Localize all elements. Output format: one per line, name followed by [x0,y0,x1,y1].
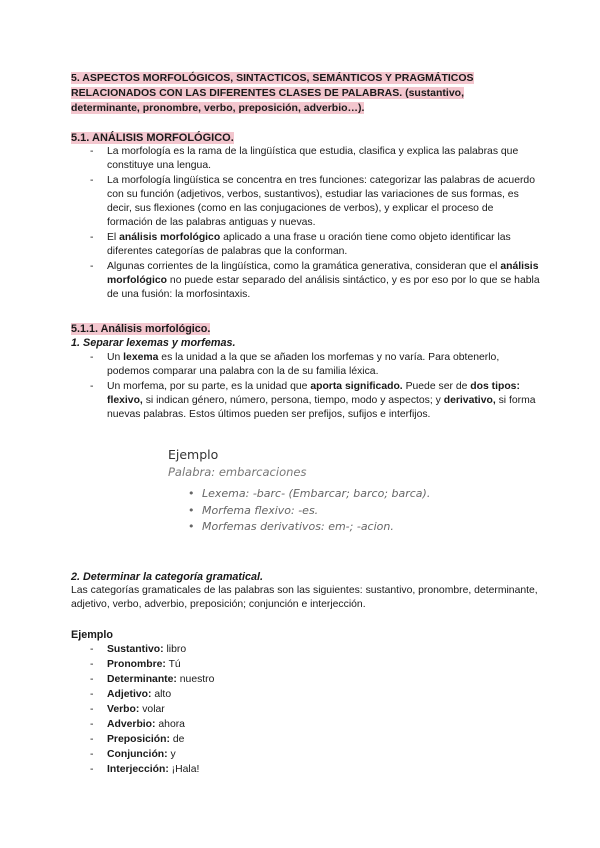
list-item-text: no puede estar separado del análisis sintáctico, y es por eso por lo que se habla de una fusión: la morfosintaxis. [107,275,540,300]
list-item-text: nuestro [176,674,215,685]
list-item [71,231,541,259]
ejemplo-heading: Ejemplo [71,629,113,641]
ejemplo-list [71,643,541,778]
list-item-bold: Interjección: [107,764,169,775]
list-item-bold: Verbo: [107,704,140,715]
list-item: • Lexema: -barc- (Embarcar; barco; barca). [168,486,468,503]
list-item [71,688,541,702]
list-item [71,145,541,173]
list-item [71,748,541,762]
section-heading-5-1-1-text: 5.1.1. Análisis morfológico. [71,323,211,335]
list-item [71,380,541,422]
title-line-1: 5. ASPECTOS MORFOLÓGICOS, SINTACTICOS, SEMÁNTICOS Y PRAGMÁTICOS [71,72,474,84]
list-item-text: alto [151,689,172,700]
list-item-text: El [107,232,120,243]
list-item-text: Tú [165,659,181,670]
list-item-bold: derivativo, [443,395,496,406]
list-item-text: La morfología es la rama de la lingüística que estudia, clasifica y explica las palabras que constituye una lengua. [107,146,519,171]
list-item-text: y [167,749,176,760]
list-item-bold: Conjunción: [107,749,168,760]
example-image-title: Ejemplo [168,447,219,462]
list-item [71,673,541,687]
list-item [71,763,541,777]
list-item-text: volar [139,704,165,715]
list-item-bold: análisis morfológico [119,232,221,243]
list-item-bold: Preposición: [107,734,170,745]
list-item-text: es la unidad a la que se añaden los morfemas y no varía. Para obtenerlo, podemos comparar una palabra con la de su familia léxica. [107,352,500,377]
list-item-bold: aporta significado. [310,381,403,392]
title-line-2: RELACIONADOS CON LAS DIFERENTES CLASES DE PALABRAS. (sustantivo, [71,87,465,99]
list-item [71,351,541,379]
morphology-list [71,145,541,303]
list-item-text: ahora [155,719,185,730]
list-item: • Morfemas derivativos: em-; -acion. [168,519,468,536]
example-image [168,446,468,536]
list-item-text: Puede ser de [402,381,471,392]
list-item [71,643,541,657]
list-item-bold: dos tipos: flexivo, [107,381,520,406]
list-item-bold: Sustantivo: [107,644,164,655]
list-item-text: si indican género, número, persona, tiempo, modo y aspectos; y [142,395,444,406]
list-item-text: libro [163,644,187,655]
list-item-bold: Determinante: [107,674,177,685]
list-item-text: de [169,734,185,745]
list-item-bold: Adverbio: [107,719,156,730]
title-line-3: determinante, pronombre, verbo, preposición, adverbio…). [71,102,365,114]
example-image-word: Palabra: embarcaciones [168,465,307,479]
list-item-bold: lexema [123,352,159,363]
list-item-text: ¡Hala! [168,764,200,775]
list-item-bold: Pronombre: [107,659,166,670]
list-item-bold: Adjetivo: [107,689,152,700]
list-item [71,260,541,302]
lexema-morfema-list [71,351,541,423]
list-item-text: La morfología lingüística se concentra en tres funciones: categorizar las palabras de acuerdo con su función (adjetivos, verbos, sustantivos), estudiar las variaciones de sus formas, es decir, sus flexiones (como en las conjugaciones de verbos), y explicar el proceso de formación de las palabras antiguas y nuevas. [107,175,535,228]
list-item [71,174,541,230]
section-heading-5-1-1 [71,322,210,336]
section-heading-5-1 [71,131,234,145]
list-item [71,658,541,672]
list-item [71,733,541,747]
categorias-paragraph: Las categorías gramaticales de las palabras son las siguientes: sustantivo, pronombre, determinante, adjetivo, verbo, adverbio, preposición; conjunción e interjección. [71,585,538,610]
list-item-text: Un [107,352,124,363]
document-title [71,71,541,116]
example-image-list [168,486,468,536]
list-item: • Morfema flexivo: -es. [168,503,468,520]
list-item-text: Algunas corrientes de la lingüística, como la gramática generativa, consideran que el [107,261,501,272]
list-item-bold: análisis morfológico [107,261,539,286]
list-item [71,718,541,732]
list-item-text: si forma nuevas palabras. Estos últimos pueden ser prefijos, sufijos e interfijos. [107,395,536,420]
list-item-text: Un morfema, por su parte, es la unidad que [107,381,311,392]
section-heading-5-1-text: 5.1. ANÁLISIS MORFOLÓGICO. [71,132,234,144]
subheading-lexemas: 1. Separar lexemas y morfemas. [71,337,236,349]
list-item-text: aplicado a una frase u oración tiene como objeto identificar las diferentes categorías de palabras que la conforman. [107,232,511,257]
subheading-categoria: 2. Determinar la categoría gramatical. [71,571,264,583]
list-item [71,703,541,717]
